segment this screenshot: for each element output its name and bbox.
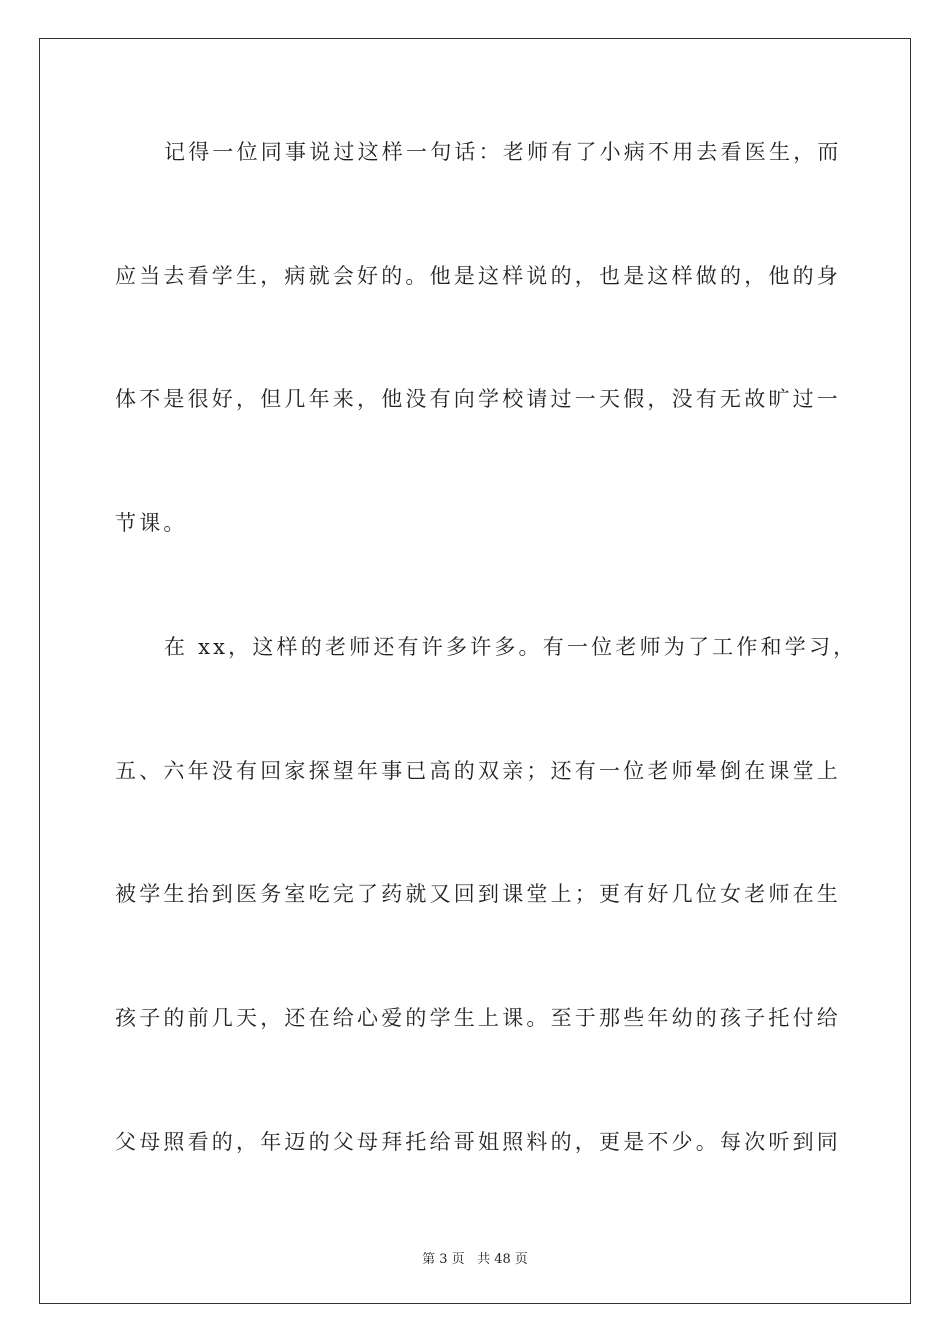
page-border: [39, 38, 911, 1304]
paragraph-line: 被学生抬到医务室吃完了药就又回到课堂上；更有好几位女老师在生: [115, 882, 841, 906]
total-pages: 共 48 页: [477, 1252, 528, 1267]
paragraph-line: 在 xx，这样的老师还有许多许多。有一位老师为了工作和学习，: [164, 635, 858, 659]
page-number: 第 3 页: [422, 1252, 465, 1267]
paragraph-line: 父母照看的，年迈的父母拜托给哥姐照料的，更是不少。每次听到同: [115, 1130, 841, 1154]
page-footer: [0, 1248, 950, 1267]
paragraph-line: 孩子的前几天，还在给心爱的学生上课。至于那些年幼的孩子托付给: [115, 1006, 841, 1030]
paragraph-line: 五、六年没有回家探望年事已高的双亲；还有一位老师晕倒在课堂上: [115, 759, 841, 783]
paragraph-line: 节课。: [115, 511, 188, 535]
paragraph-line: 应当去看学生，病就会好的。他是这样说的，也是这样做的，他的身: [115, 264, 841, 288]
paragraph-line: 记得一位同事说过这样一句话：老师有了小病不用去看医生，而: [164, 140, 842, 164]
paragraph-line: 体不是很好，但几年来，他没有向学校请过一天假，没有无故旷过一: [115, 387, 841, 411]
